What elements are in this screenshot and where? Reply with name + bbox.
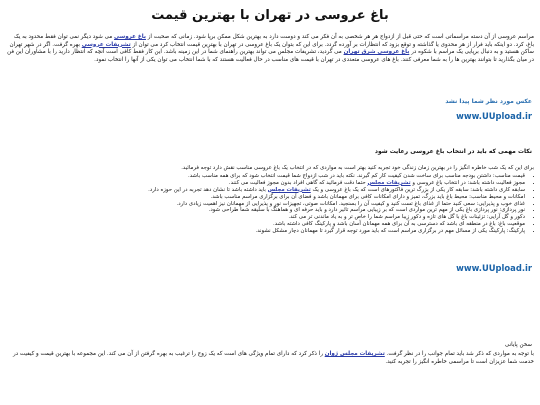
conclusion-text-2: را ذکر کرد که دارای تمام ویژگی های است که یک زوج را ترغیب به بهره گرفتن از آن می کند. این مجموعه با بهترین قیمت و کیفیت در خدمت شما عزیزان است تا مراسمی خاطره انگیز را تجربه کنید. xyxy=(12,351,534,365)
link-ceremonies[interactable]: تشریفات مجلس xyxy=(267,186,311,193)
link-ceremonies-zhuan[interactable]: تشریفات مجلس ژوان xyxy=(324,351,385,357)
tip-text: دکور و گل آرایی: تزئینات باغ با گل های تازه و دکور زیبا مراسم شما را خاص تر و به یاد ماندنی تر می کند. xyxy=(288,214,525,221)
tip-text: غذای خوب و پذیرایی: سعی کنید حتما از غذای باغ تست کنید و کیفیت آن را بسنجید. امکانات صوتی، تجهیزات نور و پذیرایی از مهمانان نیز اهمیت زیادی دارد. xyxy=(176,200,525,207)
intro-paragraph xyxy=(6,34,534,64)
tip-text-after: حتما دقت فرمائید که گاهی افراد بدون مجوز فعالیت می کنند. xyxy=(228,179,368,186)
list-item xyxy=(6,194,525,201)
conclusion-paragraph xyxy=(6,351,534,366)
intro-text-3: بهره گرفت. اگر در شهر تهران ساکن هستید و به دنبال برپایی یک مراسم با شکوه در xyxy=(9,41,534,56)
tip-text-after: باید داشته باشد تا نشان دهد تجربه در این حوزه دارد. xyxy=(148,186,268,193)
tip-text: سابقه کاری داشته باشد: سابقه کار یکی از بزرگ ترین فاکتورهای است که یک باغ عروسی و یک xyxy=(310,186,525,193)
intro-text-1: مراسم عروسی از آن دسته مراسماتی است که حتی قبل از ازدواج هر هر شخصی به آن فکر می کند و دوست دارد به بهترین شکل ممکن برپا شود. زمانی که صحبت از xyxy=(145,34,534,40)
intro-text-2: می شود دیگر نمی توان فقط محدود به یک باغ، کرد. دو اینکه باید فرار از هر محدوی یا گذاشته و توقع بزود که انتظارات بر آورده گردد. برای این که بتوان یک باغ عروسی در تهران با بهترین قیمت انتخاب کرد می توان از xyxy=(13,34,534,48)
image-host-link[interactable]: www.UUpload.ir xyxy=(456,111,532,121)
tip-text: موقعیت باغ: باغ در منطقه ای باشد که دسترسی به آن برای همه مهمانان آسان باشد و پارکینگ کافی داشته باشد. xyxy=(273,221,525,228)
tips-heading: نکات مهمی که باید در انتخاب باغ عروسی رعایت شود xyxy=(374,148,532,155)
tips-section xyxy=(6,165,534,235)
image-not-found-caption: عکس مورد نظر شما پیدا نشد xyxy=(445,98,532,105)
link-ceremonies[interactable]: تشریفات مجلس xyxy=(367,179,411,186)
link-wedding-garden[interactable]: باغ عروسی xyxy=(114,34,146,40)
tip-text: مجوز فعالیت داشته باشد: در انتخاب باغ عروسی و xyxy=(410,179,525,186)
tips-list xyxy=(6,173,534,235)
page-title: باغ عروسی در تهران با بهترین قیمت xyxy=(151,8,389,23)
tip-text: قیمت مناسب: داشتن بودجه مناسب برای ساخت شدن کیفیت کار کم گیرند. نکته باید در شب ازدواج شما قیمت انتخاب شود که برای همه مناسب باشد. xyxy=(188,172,525,179)
conclusion-heading: سخن پایانی xyxy=(504,342,532,348)
tip-text: امکانات و محیط مناسب: محیط باغ باید بزرگ، تمیز و دارای امکانات کافی برای مهمانان باشد و فضای آن برای برگزاری مراسم مناسب باشد. xyxy=(210,193,525,200)
tip-text: نور پردازی: نور پردازی باغ یکی از مهم ترین مواردی است که بر زیبایی مراسم تاثیر دارد و باید حرفه ای و هماهنگ با سلیقه شما طراحی شود. xyxy=(208,207,525,214)
tip-text: پارکینگ: پارکینگ یکی از مسائل مهم در برگزاری مراسم است که باید مورد توجه قرار گیرد تا مهمانان دچار مشکل نشوند. xyxy=(255,228,525,235)
list-item xyxy=(6,228,525,235)
list-item xyxy=(6,173,525,180)
intro-text-4: می گردید، تشریفات مجلس می تواند بهترین راهنمای شما در این زمینه باشد. این کار فقط کافی است آنچه که انتظار دارید را با مشاوران این فن در میان بگذارید تا بتوانند بهترین ها را به شما معرفی کنند. باغ های عروسی متعددی در تهران با قیمت های مناسب در حال فعالیت هستند که با شما انتخاب می توان یکی از آنها را انتخاب نمود. xyxy=(7,49,534,63)
conclusion-text-1: با توجه به مواردی که ذکر شد باید تمام جوانب را در نظر گرفت. xyxy=(384,351,534,357)
list-item xyxy=(6,187,525,194)
tips-lead: برای این که یک شب خاطره انگیز را در بهترین زمان زندگی خود تجربه کنید بهتر است به مواردی که در انتخاب یک باغ عروسی مناسب نقش دارد توجه فرمائید. xyxy=(181,165,534,171)
image-host-link-2[interactable]: www.UUpload.ir xyxy=(456,263,532,273)
list-item xyxy=(6,180,525,187)
link-wedding-ceremonies[interactable]: تشریفات عروسی xyxy=(81,41,131,48)
link-east-tehran-garden[interactable]: باغ عروسی شرق تهران xyxy=(343,49,410,56)
